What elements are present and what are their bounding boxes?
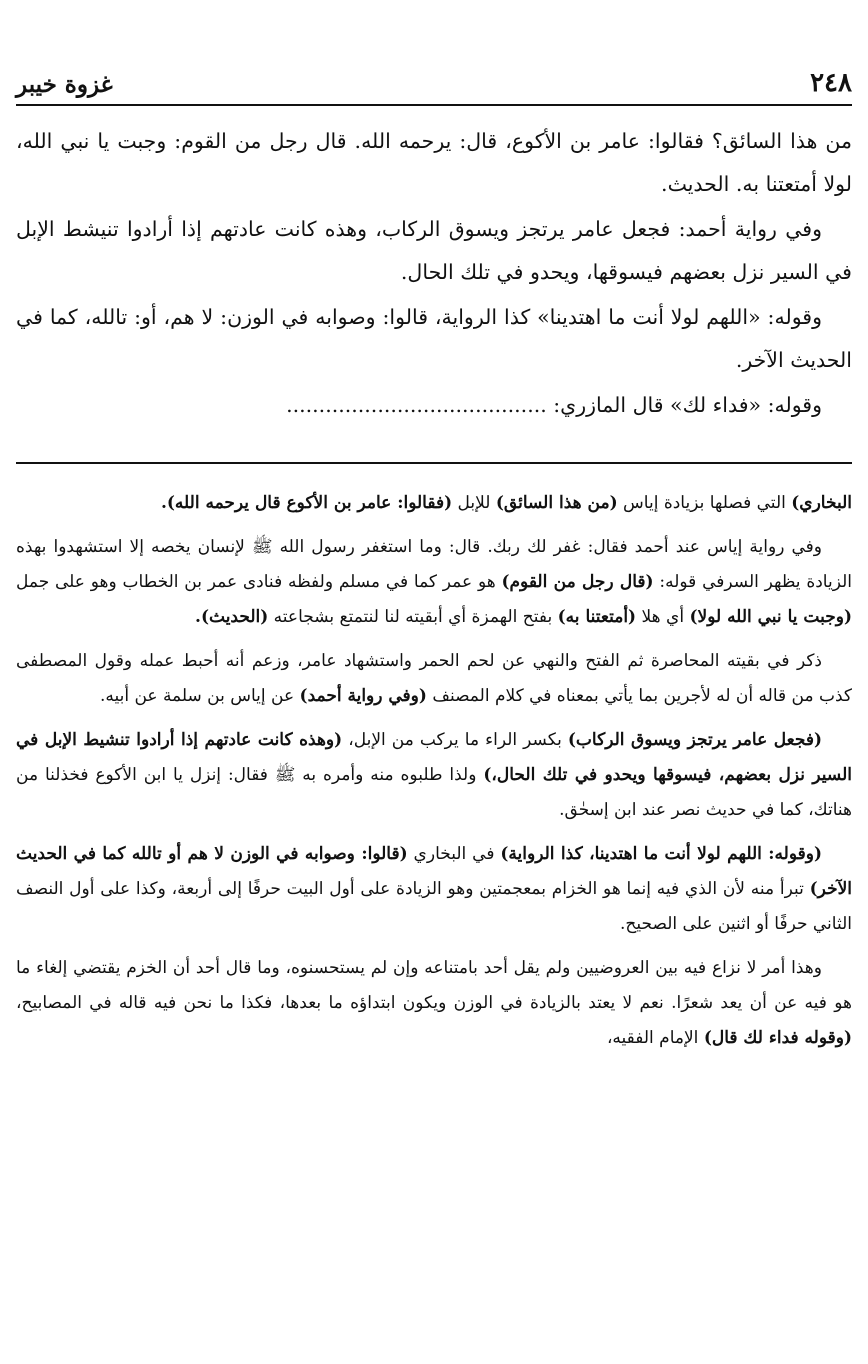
commentary-text-run: في البخاري [407,844,501,864]
commentary-text-run: تبرأ منه لأن الذي فيه إنما هو الخزام بمعجمتين وهو الزيادة على أول البيت حرفًا إلى أربعة، وكذا على أول النصف الثاني حرفًا أو اثنين على الصحيح. [16,879,852,934]
commentary-text-run: بكسر الراء ما يركب من الإبل، [342,730,568,750]
commentary-text [16,486,852,1065]
bold-quote: البخاري) [791,493,852,513]
commentary-paragraph [16,486,852,521]
commentary-text-run: ولذا طلبوه منه وأمره به ﷺ فقال: إنزل يا ابن الأكوع فخذلنا من هناتك، كما في حديث نصر عند ابن إسحٰق. [16,765,852,820]
header-rule [16,104,852,106]
bold-quote: (وفي رواية أحمد) [299,686,427,706]
commentary-text-run: هو عمر كما في مسلم ولفظه فنادى عمر بن الخطاب وهو على جمل [16,572,502,592]
main-paragraph: وقوله: «اللهم لولا أنت ما اهتدينا» كذا الرواية، قالوا: وصوابه في الوزن: لا هم، أو: تالله، كما في الحديث الآخر. [16,305,852,372]
commentary-text-run: ذكر في بقيته المحاصرة ثم الفتح والنهي عن لحم الحمر واستشهاد عامر، وزعم أنه أحبط عمله وقول المصطفى كذب من قاله أن له لأجرين بما يأتي بمعناه في كلام المصنف [16,651,852,706]
bold-quote: (وهذه كانت عادتهم إذا أرادوا تنشيط الإبل في السير نزل بعضهم، فيسوقها ويحدو في تلك الحال،) [16,730,852,785]
commentary-paragraph [16,644,852,714]
bold-quote: (قالوا: وصوابه في الوزن لا هم أو تالله كما في الحديث الآخر) [16,844,852,899]
page-number: ٢٤٨ [810,68,852,98]
commentary-text-run: وهذا أمر لا نزاع فيه بين العروضيين ولم يقل أحد بامتناعه وإن لم يستحسنوه، وما قال أحد أن الخزم يقتضي إلغاء ما هو فيه عن أن يعد شعرًا. نعم لا يعتد بالزيادة في الوزن ويكون ابتداؤه ما بعدها، فكذا ما نحن فيه قاله في المصابيح، [16,958,852,1013]
commentary-paragraph [16,530,852,635]
commentary-text-run: للإبل [452,493,496,513]
commentary-text-run: التي فصلها بزيادة إياس [617,493,792,513]
bold-quote: (وجبت يا نبي الله لولا) [689,607,852,627]
bold-quote: (قال رجل من القوم) [501,572,654,592]
bold-quote: (وقوله: اللهم لولا أنت ما اهتدينا، كذا الرواية) [500,844,823,864]
main-paragraph: وفي رواية أحمد: فجعل عامر يرتجز ويسوق الركاب، وهذه كانت عادتهم إذا أرادوا تنيشط الإبل في السير نزل بعضهم فيسوقها، ويحدو في تلك الحال. [16,217,852,284]
bold-quote: (وقوله فداء لك قال) [703,1028,852,1048]
section-divider [16,462,852,464]
bold-quote: (أمتعتنا به) [557,607,637,627]
commentary-text-run: الإمام الفقيه، [606,1028,704,1048]
main-paragraph: وقوله: «فداء لك» قال المازري: ........................................ [286,393,822,417]
commentary-paragraph [16,951,852,1056]
commentary-text-run: وفي رواية إياس عند أحمد فقال: غفر لك ربك. قال: وما استغفر رسول الله ﷺ لإنسان يخصه إلا استشهدوا بهذه الزيادة يظهر السرفي قوله: [16,537,852,592]
bold-quote: (فجعل عامر يرتجز ويسوق الركاب) [567,730,822,750]
bold-quote: (من هذا السائق) [495,493,618,513]
page-header [16,58,852,98]
bold-quote: (فقالوا: عامر بن الأكوع قال يرحمه الله). [160,493,453,513]
main-text [16,120,852,429]
commentary-text-run: بفتح الهمزة أي أبقيته لنا لنتمتع بشجاعته [268,607,558,627]
main-paragraph: من هذا السائق؟ فقالوا: عامر بن الأكوع، قال: يرحمه الله. قال رجل من القوم: وجبت يا نبي الله، لولا أمتعتنا به. الحديث. [16,129,852,196]
commentary-text-run: أي هلا [636,607,690,627]
bold-quote: (الحديث). [195,607,269,627]
running-title: غزوة خيبر [16,71,113,98]
commentary-paragraph [16,837,852,942]
commentary-paragraph [16,723,852,828]
commentary-text-run: عن إياس بن سلمة عن أبيه. [99,686,300,706]
